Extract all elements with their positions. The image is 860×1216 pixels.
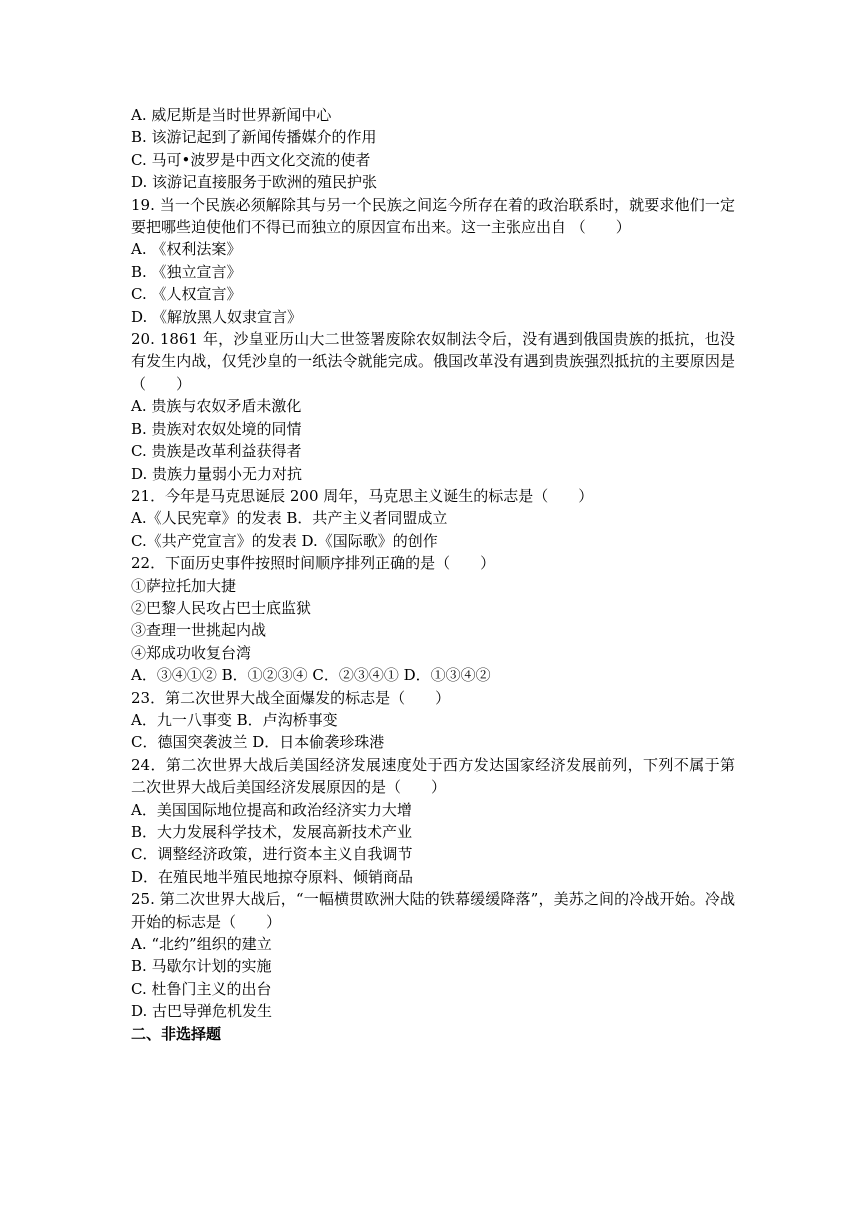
question-25 <box>131 888 735 1022</box>
q25-option-a: A. “北约”组织的建立 <box>131 935 272 954</box>
q19-option-d: D. 《解放黑人奴隶宣言》 <box>131 307 303 326</box>
q18-option-d: D. 该游记直接服务于欧洲的殖民护张 <box>131 173 378 192</box>
question-22 <box>131 552 735 686</box>
q22-item-4: ④郑成功收复台湾 <box>131 643 252 662</box>
q20-option-d: D. 贵族力量弱小无力对抗 <box>131 464 303 483</box>
section-heading: 二、非选择题 <box>131 1024 222 1043</box>
q22-item-1: ①萨拉托加大捷 <box>131 576 237 595</box>
q25-stem: 25. 第二次世界大战后，“一幅横贯欧洲大陆的铁幕缓缓降落”，美苏之间的冷战开始。冷战开始的标志是（ ） <box>131 890 735 931</box>
q20-option-c: C. 贵族是改革利益获得者 <box>131 442 302 461</box>
question-20 <box>131 328 735 485</box>
q22-item-3: ③查理一世挑起内战 <box>131 621 267 640</box>
q24-option-d: D．在殖民地半殖民地掠夺原料、倾销商品 <box>131 867 414 886</box>
q23-options-ab: A．九一八事变 B．卢沟桥事变 <box>131 710 338 729</box>
q19-option-a: A. 《权利法案》 <box>131 240 242 259</box>
q25-option-c: C. 杜鲁门主义的出台 <box>131 979 272 998</box>
q18-option-a: A. 威尼斯是当时世界新闻中心 <box>131 106 332 124</box>
q23-options-cd: C．德国突袭波兰 D．日本偷袭珍珠港 <box>131 733 385 752</box>
question-18-options <box>131 104 735 194</box>
q20-stem: 20. 1861 年，沙皇亚历山大二世签署废除农奴制法令后，没有遇到俄国贵族的抵抗，也没有发生内战，仅凭沙皇的一纸法令就能完成。俄国改革没有遇到贵族强烈抵抗的主要原因是（ ） <box>131 330 735 393</box>
q24-stem: 24．第二次世界大战后美国经济发展速度处于西方发达国家经济发展前列，下列不属于第二次世界大战后美国经济发展原因的是（ ） <box>131 755 735 797</box>
q25-option-d: D. 古巴导弹危机发生 <box>131 1002 273 1021</box>
q19-option-b: B. 《独立宣言》 <box>131 262 242 281</box>
q24-option-c: C．调整经济政策，进行资本主义自我调节 <box>131 845 413 864</box>
q20-option-a: A. 贵族与农奴矛盾未激化 <box>131 397 302 416</box>
q20-option-b: B. 贵族对农奴处境的同情 <box>131 419 302 438</box>
q22-options: A．③④①② B．①②③④ C．②③④① D．①③④② <box>131 666 491 685</box>
q18-option-c: C. 马可•波罗是中西文化交流的使者 <box>131 150 371 169</box>
q19-stem: 19. 当一个民族必须解除其与另一个民族之间迄今所存在着的政治联系时，就要求他们一定要把哪些迫使他们不得已而独立的原因宣布出来。这一主张应出自 （ ） <box>131 195 735 237</box>
q22-item-2: ②巴黎人民攻占巴士底监狱 <box>131 598 312 617</box>
q24-option-a: A．美国国际地位提高和政治经济实力大增 <box>131 800 412 819</box>
question-23 <box>131 687 735 754</box>
q24-option-b: B．大力发展科学技术，发展高新技术产业 <box>131 823 413 841</box>
q19-option-c: C. 《人权宣言》 <box>131 285 242 304</box>
question-19 <box>131 194 735 328</box>
question-21 <box>131 485 735 552</box>
question-content <box>131 104 735 1045</box>
q18-option-b: B. 该游记起到了新闻传播媒介的作用 <box>131 128 377 147</box>
q21-options-cd: C.《共产党宣言》的发表 D.《国际歌》的创作 <box>131 531 438 550</box>
q21-options-ab: A.《人民宪章》的发表 B．共产主义者同盟成立 <box>131 509 448 528</box>
q22-stem: 22．下面历史事件按照时间顺序排列正确的是（ ） <box>131 554 496 573</box>
q21-stem: 21．今年是马克思诞辰 200 周年，马克思主义诞生的标志是（ ） <box>131 486 594 505</box>
q23-stem: 23．第二次世界大战全面爆发的标志是（ ） <box>131 688 451 707</box>
question-24 <box>131 754 735 888</box>
q25-option-b: B. 马歇尔计划的实施 <box>131 957 272 976</box>
